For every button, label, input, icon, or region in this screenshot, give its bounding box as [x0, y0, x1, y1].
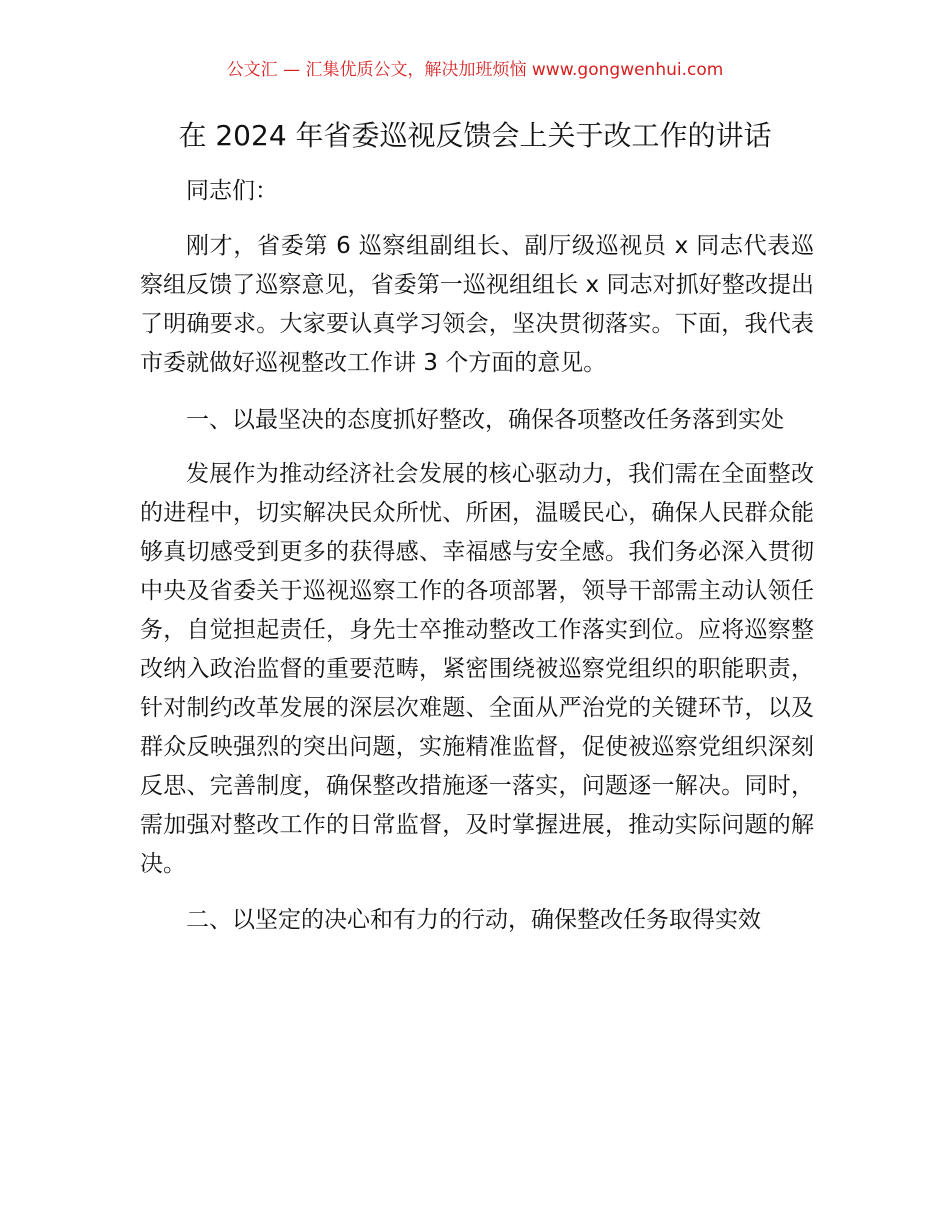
greeting: 同志们： [186, 178, 278, 204]
page-title: 在 2024 年省委巡视反馈会上关于改工作的讲话 [178, 119, 772, 152]
document-body [140, 172, 814, 940]
section-heading-1: 一、以最坚决的态度抓好整改，确保各项整改任务落到实处 [186, 407, 784, 433]
site-banner: 公文汇 — 汇集优质公文，解决加班烦恼 www.gongwenhui.com [226, 60, 724, 80]
section-heading-2: 二、以坚定的决心和有力的行动，确保整改任务取得实效 [186, 907, 761, 933]
intro-paragraph: 刚才，省委第 6 巡察组副组长、副厅级巡视员 x 同志代表巡察组反馈了巡察意见，省委第一巡视组组长 x 同志对抓好整改提出了明确要求。大家要认真学习领会，坚决贯彻落实。下面，我代表市委就做好巡视整改工作讲 3 个方面的意见。 [140, 233, 814, 376]
section-paragraph-1: 发展作为推动经济社会发展的核心驱动力，我们需在全面整改的进程中，切实解决民众所忧、所困，温暖民心，确保人民群众能够真切感受到更多的获得感、幸福感与安全感。我们务必深入贯彻中央及省委关于巡视巡察工作的各项部署，领导干部需主动认领任务，自觉担起责任，身先士卒推动整改工作落实到位。应将巡察整改纳入政治监督的重要范畴，紧密围绕被巡察党组织的职能职责，针对制约改革发展的深层次难题、全面从严治党的关键环节，以及群众反映强烈的突出问题，实施精准监督，促使被巡察党组织深刻反思、完善制度，确保整改措施逐一落实，问题逐一解决。同时，需加强对整改工作的日常监督，及时掌握进展，推动实际问题的解决。 [140, 461, 814, 877]
